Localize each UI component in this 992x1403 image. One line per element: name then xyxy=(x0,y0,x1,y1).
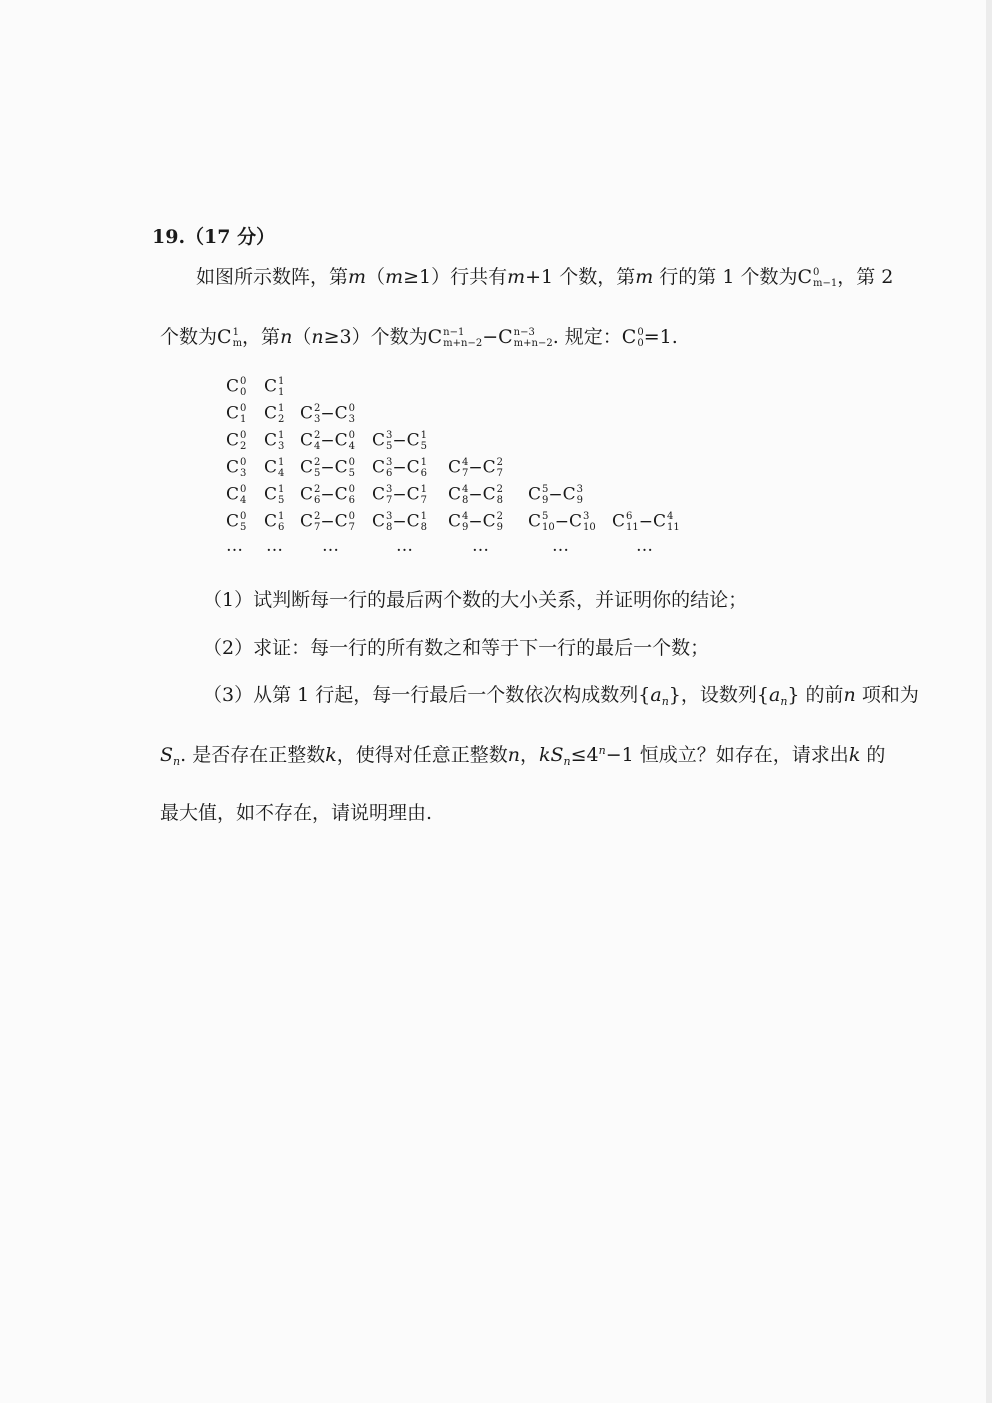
triangle-cell xyxy=(264,376,284,398)
binomial-term: C 0 2 xyxy=(226,430,247,452)
binomial-term: C 3 8 xyxy=(372,511,393,533)
question-3-end: 最大值，如不存在，请说明理由. xyxy=(160,802,433,824)
binom-second: C 1 m xyxy=(217,326,243,349)
triangle-cell xyxy=(372,457,427,479)
binomial-term: C 0 5 xyxy=(226,511,247,533)
binomial-term: C 0 7 xyxy=(334,511,356,533)
minus-sign: − xyxy=(392,512,407,532)
binomial-term: C 3 6 xyxy=(372,457,393,479)
binomial-term: C 2 7 xyxy=(482,457,504,479)
binomial-term: C 1 7 xyxy=(406,484,428,506)
minus-sign: − xyxy=(320,485,335,505)
triangle-cell xyxy=(528,484,583,506)
minus-sign: − xyxy=(392,431,407,451)
binomial-term: C 1 3 xyxy=(264,430,285,452)
triangle-cell xyxy=(300,403,355,425)
triangle-cell xyxy=(264,457,284,479)
triangle-cell xyxy=(226,403,246,425)
ellipsis: … xyxy=(396,536,414,556)
binomial-term: C 2 9 xyxy=(482,511,504,533)
triangle-cell xyxy=(372,511,427,533)
binomial-term: C 0 5 xyxy=(334,457,356,479)
triangle-cell xyxy=(264,511,284,533)
binomial-term: C 1 2 xyxy=(264,403,285,425)
binom-nth-a: C n−1 m+n−2 xyxy=(427,326,483,349)
triangle-cell xyxy=(226,430,246,452)
triangle-cell xyxy=(264,430,284,452)
binomial-term: C 0 3 xyxy=(334,403,356,425)
ellipsis: … xyxy=(266,536,284,556)
binomial-term: C 1 6 xyxy=(406,457,428,479)
triangle-cell xyxy=(372,430,427,452)
binomial-term: C 4 9 xyxy=(448,511,469,533)
binom-nth-b: C n−3 m+n−2 xyxy=(498,326,553,349)
ellipsis: … xyxy=(472,536,490,556)
question-2: （2）求证：每一行的所有数之和等于下一行的最后一个数； xyxy=(203,637,710,659)
triangle-cell xyxy=(226,511,246,533)
minus-sign: − xyxy=(392,485,407,505)
binomial-term: C 3 7 xyxy=(372,484,393,506)
triangle-cell xyxy=(528,511,596,533)
binomial-term: C 2 6 xyxy=(300,484,321,506)
binom-first: C 0 m−1 xyxy=(797,266,838,289)
minus-sign: − xyxy=(320,431,335,451)
triangle-cell xyxy=(226,457,246,479)
triangle-cell xyxy=(448,484,503,506)
minus-sign: − xyxy=(320,458,335,478)
binomial-term: C 0 1 xyxy=(226,403,247,425)
triangle-cell xyxy=(300,511,355,533)
binomial-term: C 1 5 xyxy=(406,430,428,452)
binomial-term: C 2 7 xyxy=(300,511,321,533)
binomial-term: C 1 5 xyxy=(264,484,285,506)
triangle-cell xyxy=(226,376,246,398)
minus-sign: − xyxy=(320,404,335,424)
intro-line-2: 个数为C 1 m ，第n（n≥3）个数为C n−1 m+n−2 −C n−3 m+n−2 . 规定：C 0 0 =1. xyxy=(160,326,678,349)
page-edge xyxy=(986,0,992,1403)
ellipsis: … xyxy=(636,536,654,556)
binom-rule: C 0 0 xyxy=(621,326,644,349)
question-1: （1）试判断每一行的最后两个数的大小关系，并证明你的结论； xyxy=(203,589,748,611)
minus-sign: − xyxy=(548,485,563,505)
triangle-cell xyxy=(448,457,503,479)
binomial-term: C 1 6 xyxy=(264,511,285,533)
triangle-cell xyxy=(300,484,355,506)
binomial-term: C 1 4 xyxy=(264,457,285,479)
ellipsis: … xyxy=(322,536,340,556)
binomial-term: C 4 11 xyxy=(653,511,680,533)
minus-sign: − xyxy=(554,512,569,532)
minus-sign: − xyxy=(392,458,407,478)
problem-header: 19.（17 分） xyxy=(152,226,276,248)
binomial-term: C 2 5 xyxy=(300,457,321,479)
triangle-cell xyxy=(612,511,680,533)
binomial-term: C 4 8 xyxy=(448,484,469,506)
triangle-cell xyxy=(300,430,355,452)
triangle-cell xyxy=(264,403,284,425)
minus-sign: − xyxy=(468,458,483,478)
binomial-term: C 0 4 xyxy=(334,430,356,452)
binomial-term: C 1 1 xyxy=(264,376,285,398)
binomial-term: C 2 8 xyxy=(482,484,504,506)
binomial-term: C 0 3 xyxy=(226,457,247,479)
binomial-term: C 4 7 xyxy=(448,457,469,479)
minus-sign: − xyxy=(468,485,483,505)
minus-sign: − xyxy=(468,512,483,532)
binomial-term: C 2 3 xyxy=(300,403,321,425)
minus-sign: − xyxy=(320,512,335,532)
triangle-cell xyxy=(264,484,284,506)
triangle-cell xyxy=(372,484,427,506)
triangle-cell xyxy=(448,511,503,533)
binomial-term: C 0 6 xyxy=(334,484,356,506)
ellipsis: … xyxy=(226,536,244,556)
question-3: （3）从第 1 行起，每一行最后一个数依次构成数列$\{a_n\}$，设数列$\{a_n\}$ 的前n 项和为 xyxy=(203,684,919,708)
ellipsis: … xyxy=(552,536,570,556)
intro-line-1: 如图所示数阵，第m（m≥1）行共有m+1 个数，第m 行的第 1 个数为C 0 m−1 ，第 2 xyxy=(196,266,894,289)
binomial-term: C 3 9 xyxy=(562,484,584,506)
binomial-term: C 5 10 xyxy=(528,511,555,533)
binomial-term: C 1 8 xyxy=(406,511,428,533)
minus-sign: − xyxy=(638,512,653,532)
binomial-term: C 3 5 xyxy=(372,430,393,452)
question-3-continued: $S_n$. 是否存在正整数k，使得对任意正整数n，$kS_n\le 4^n-1$ 恒成立？如存在，请求出k 的 xyxy=(160,744,886,768)
binomial-term: C 2 4 xyxy=(300,430,321,452)
binomial-term: C 0 0 xyxy=(226,376,247,398)
binomial-term: C 5 9 xyxy=(528,484,549,506)
binomial-term: C 3 10 xyxy=(569,511,596,533)
triangle-cell xyxy=(300,457,355,479)
triangle-cell xyxy=(226,484,246,506)
binomial-term: C 6 11 xyxy=(612,511,639,533)
binomial-term: C 0 4 xyxy=(226,484,247,506)
